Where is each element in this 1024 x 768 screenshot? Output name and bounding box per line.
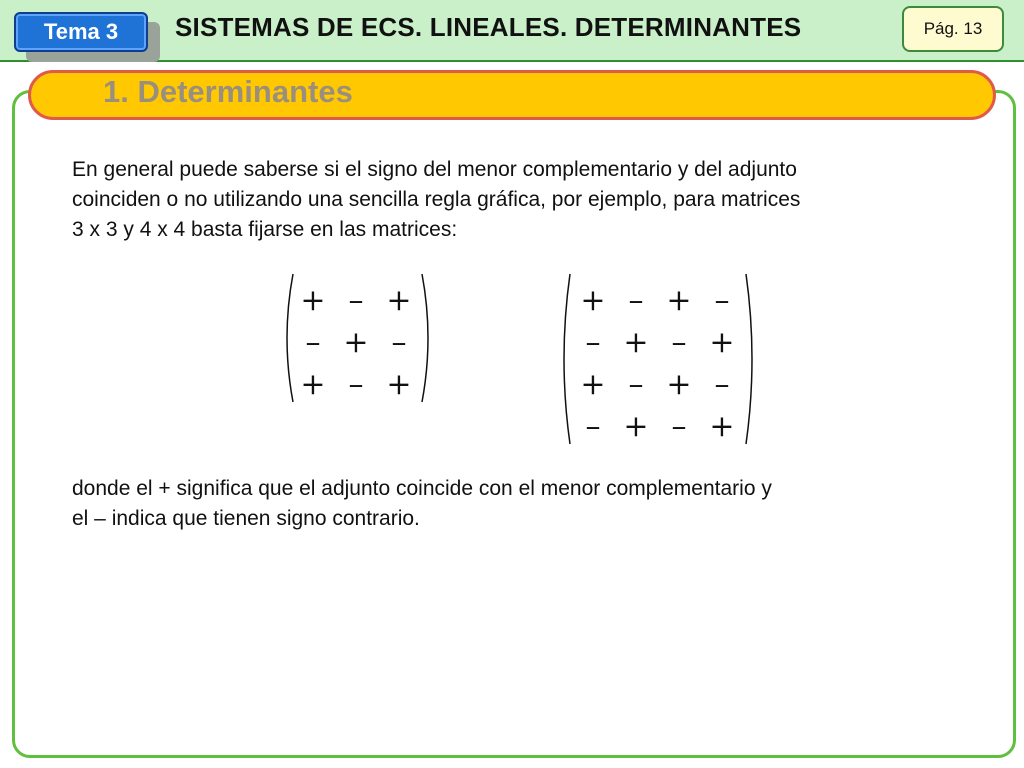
minus-sign: – xyxy=(585,409,601,444)
intro-line: 3 x 3 y 4 x 4 basta fijarse en las matrices: xyxy=(72,218,458,241)
minus-sign: – xyxy=(628,367,644,402)
plus-sign: + xyxy=(666,283,692,318)
closing-line: donde el + significa que el adjunto coincide con el menor complementario y xyxy=(72,477,772,500)
right-parenthesis xyxy=(746,274,752,444)
plus-sign: + xyxy=(580,283,606,318)
minus-sign: – xyxy=(348,283,364,318)
plus-sign: + xyxy=(386,367,412,402)
minus-sign: – xyxy=(348,367,364,402)
plus-sign: + xyxy=(623,325,649,360)
plus-sign: + xyxy=(343,325,369,360)
plus-sign: + xyxy=(709,409,735,444)
plus-sign: + xyxy=(709,325,735,360)
minus-sign: – xyxy=(391,325,407,360)
minus-sign: – xyxy=(305,325,321,360)
minus-sign: – xyxy=(585,325,601,360)
page-number-badge: Pág. 13 xyxy=(902,6,1004,52)
minus-sign: – xyxy=(671,409,687,444)
plus-sign: + xyxy=(300,367,326,402)
closing-line: el – indica que tienen signo contrario. xyxy=(72,507,420,530)
minus-sign: – xyxy=(714,367,730,402)
minus-sign: – xyxy=(714,283,730,318)
intro-line: coinciden o no utilizando una sencilla regla gráfica, por ejemplo, para matrices xyxy=(72,188,801,211)
right-parenthesis xyxy=(422,274,428,402)
plus-sign: + xyxy=(300,283,326,318)
minus-sign: – xyxy=(671,325,687,360)
sign-matrix-4x4 xyxy=(564,274,752,444)
page-title: SISTEMAS DE ECS. LINEALES. DETERMINANTES xyxy=(175,12,802,42)
plus-sign: + xyxy=(666,367,692,402)
left-parenthesis xyxy=(564,274,570,444)
plus-sign: + xyxy=(580,367,606,402)
sign-matrix-3x3 xyxy=(287,274,428,402)
closing-paragraph xyxy=(72,474,972,534)
plus-sign: + xyxy=(386,283,412,318)
minus-sign: – xyxy=(628,283,644,318)
tema-badge[interactable]: Tema 3 xyxy=(14,12,148,52)
intro-line: En general puede saberse si el signo del menor complementario y del adjunto xyxy=(72,158,797,181)
plus-sign: + xyxy=(623,409,649,444)
left-parenthesis xyxy=(287,274,293,402)
section-title: 1. Determinantes xyxy=(103,74,353,109)
